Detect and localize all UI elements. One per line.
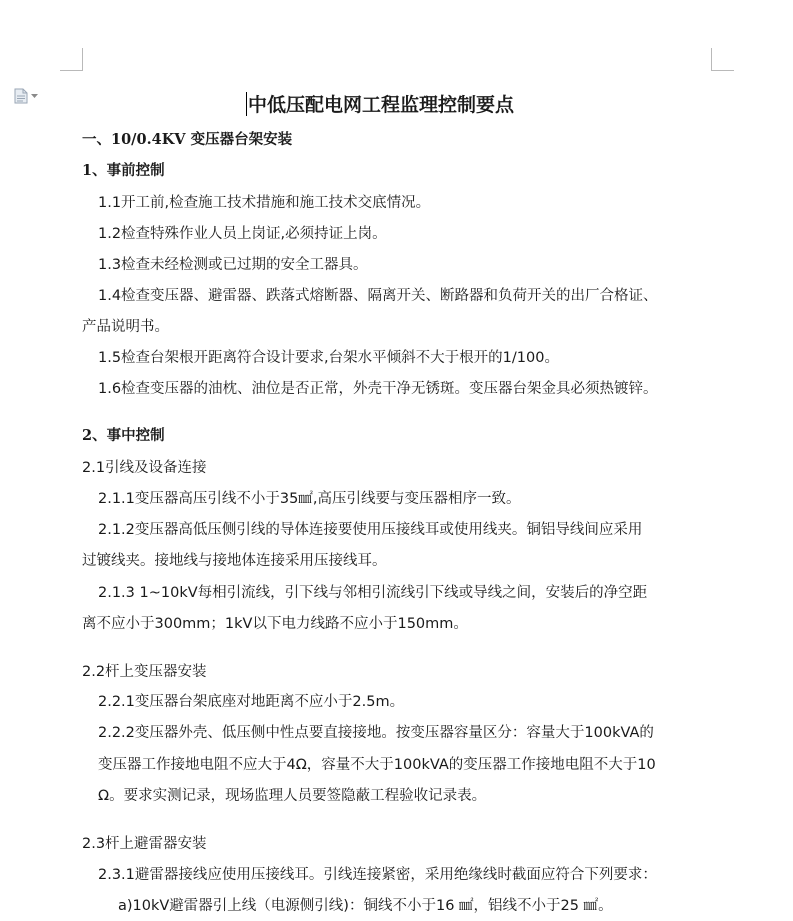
document-navigation-button[interactable] xyxy=(14,88,44,104)
subsection-heading: 1、事前控制 xyxy=(82,162,165,179)
paragraph: Ω。要求实测记录，现场监理人员要签隐蔽工程验收记录表。 xyxy=(98,788,487,804)
paragraph: 2.2.2变压器外壳、低压侧中性点要直接接地。按变压器容量区分：容量大于100kVA的 xyxy=(98,725,654,741)
paragraph: 2.3.1避雷器接线应使用压接线耳。引线连接紧密，采用绝缘线时截面应符合下列要求： xyxy=(98,867,657,883)
page-title: 中低压配电网工程监理控制要点 xyxy=(248,94,515,116)
paragraph: 1.1开工前,检查施工技术措施和施工技术交底情况。 xyxy=(98,195,431,211)
paragraph: 2.1.3 1~10kV每相引流线，引下线与邻相引流线引下线或导线之间，安装后的净空距 xyxy=(98,585,648,601)
paragraph: 产品说明书。 xyxy=(82,319,169,335)
paragraph: 2.1.1变压器高压引线不小于35㎟,高压引线要与变压器相序一致。 xyxy=(98,491,521,507)
subsection-heading: 2、事中控制 xyxy=(82,427,165,444)
group-heading: 2.1引线及设备连接 xyxy=(82,460,207,476)
document-icon xyxy=(14,88,28,104)
chevron-down-icon xyxy=(31,94,38,99)
group-heading: 2.3杆上避雷器安装 xyxy=(82,836,207,852)
paragraph: 1.3检查未经检测或已过期的安全工器具。 xyxy=(98,257,368,273)
paragraph: 1.4检查变压器、避雷器、跌落式熔断器、隔离开关、断路器和负荷开关的出厂合格证、 xyxy=(98,288,658,304)
paragraph: 离不应小于300mm；1kV以下电力线路不应小于150mm。 xyxy=(82,616,468,632)
paragraph: 1.6检查变压器的油枕、油位是否正常，外壳干净无锈斑。变压器台架金具必须热镀锌。 xyxy=(98,381,658,397)
text-cursor xyxy=(246,92,247,116)
section-heading: 一、10/0.4KV 变压器台架安装 xyxy=(82,131,293,148)
paragraph: 过镀线夹。接地线与接地体连接采用压接线耳。 xyxy=(82,553,387,569)
paragraph: 2.1.2变压器高低压侧引线的导体连接要使用压接线耳或使用线夹。铜铝导线间应采用 xyxy=(98,522,643,538)
paragraph: 变压器工作接地电阻不应大于4Ω，容量不大于100kVA的变压器工作接地电阻不大于10 xyxy=(98,757,656,773)
margin-corner-top-left xyxy=(60,48,83,71)
paragraph: 1.2检查特殊作业人员上岗证,必须持证上岗。 xyxy=(98,226,387,242)
margin-corner-top-right xyxy=(711,48,734,71)
paragraph: 2.2.1变压器台架底座对地距离不应小于2.5m。 xyxy=(98,694,405,710)
paragraph: a)10kV避雷器引上线（电源侧引线)：铜线不小于16 ㎟，铝线不小于25 ㎟。 xyxy=(118,898,613,914)
group-heading: 2.2杆上变压器安装 xyxy=(82,664,207,680)
paragraph: 1.5检查台架根开距离符合设计要求,台架水平倾斜不大于根开的1/100。 xyxy=(98,350,559,366)
